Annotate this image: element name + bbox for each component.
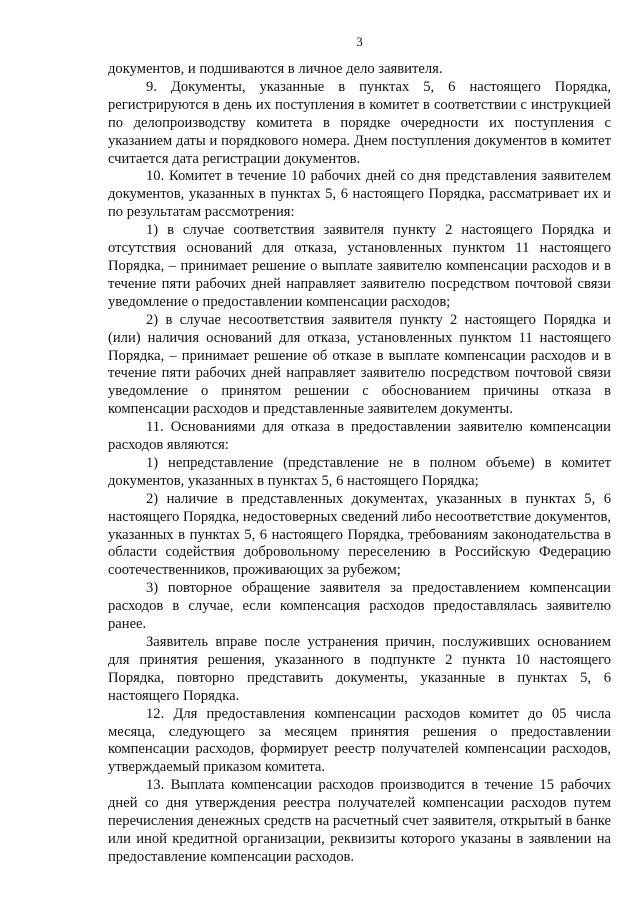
paragraph-8: 3) повторное обращение заявителя за предоставлением компенсации расходов в случае, если компенсация расходов предоставлялась заявителю ранее.	[108, 580, 611, 633]
paragraph-4: 2) в случае несоответствия заявителя пункту 2 настоящего Порядка и (или) наличия оснований для отказа, установленных пунктом 11 настоящего Порядка, – принимает решение об отказе в выплате компенсации расходов и в течение пяти рабочих дней направляет заявителю посредством почтовой связи уведомление о принятом решении с обоснованием причины отказа в компенсации расходов и представленные заявителем документы.	[108, 311, 611, 418]
paragraph-3: 1) в случае соответствия заявителя пункту 2 настоящего Порядка и отсутствия оснований для отказа, установленных пунктом 11 настоящего Порядка, – принимает решение о выплате заявителю компенсации расходов и в течение пяти рабочих дней направляет заявителю посредством почтовой связи уведомление о предоставлении компенсации расходов;	[108, 222, 611, 310]
document-page	[108, 34, 611, 867]
document-body	[108, 61, 611, 867]
paragraph-9: Заявитель вправе после устранения причин, послуживших основанием для принятия решения, указанного в подпункте 2 пункта 10 настоящего Порядка, повторно представить документы, указанные в пунктах 5, 6 настоящего Порядка.	[108, 634, 611, 704]
paragraph-11: 13. Выплата компенсации расходов производится в течение 15 рабочих дней со дня утверждения реестра получателей компенсации расходов путем перечисления денежных средств на расчетный счет заявителя, открытый в банке или иной кредитной организации, реквизиты которого указаны в заявлении на предоставление компенсации расходов.	[108, 777, 611, 865]
paragraph-6: 1) непредставление (представление не в полном объеме) в комитет документов, указанных в пунктах 5, 6 настоящего Порядка;	[108, 454, 611, 489]
page-number: 3	[356, 34, 363, 49]
paragraph-2: 10. Комитет в течение 10 рабочих дней со дня представления заявителем документов, указанных в пунктах 5, 6 настоящего Порядка, рассматривает их и по результатам рассмотрения:	[108, 168, 611, 221]
paragraph-0: документов, и подшиваются в личное дело заявителя.	[108, 61, 443, 77]
paragraph-10: 12. Для предоставления компенсации расходов комитет до 05 числа месяца, следующего за месяцем принятия решения о предоставлении компенсации расходов, формирует реестр получателей компенсации расходов, утверждаемый приказом комитета.	[108, 705, 611, 776]
paragraph-5: 11. Основаниями для отказа в предоставлении заявителю компенсации расходов являются:	[108, 419, 611, 454]
paragraph-7: 2) наличие в представленных документах, указанных в пунктах 5, 6 настоящего Порядка, недостоверных сведений либо несоответствие документов, указанных в пунктах 5, 6 настоящего Порядка, требованиям законодательства в области содействия добровольному переселению в Российскую Федерацию соотечественников, проживающих за рубежом;	[108, 490, 611, 579]
paragraph-1: 9. Документы, указанные в пунктах 5, 6 настоящего Порядка, регистрируются в день их поступления в комитет в соответствии с инструкцией по делопроизводству комитета в порядке очередности их поступления с указанием даты и порядкового номера. Днем поступления документов в комитет считается дата регистрации документов.	[108, 78, 611, 167]
